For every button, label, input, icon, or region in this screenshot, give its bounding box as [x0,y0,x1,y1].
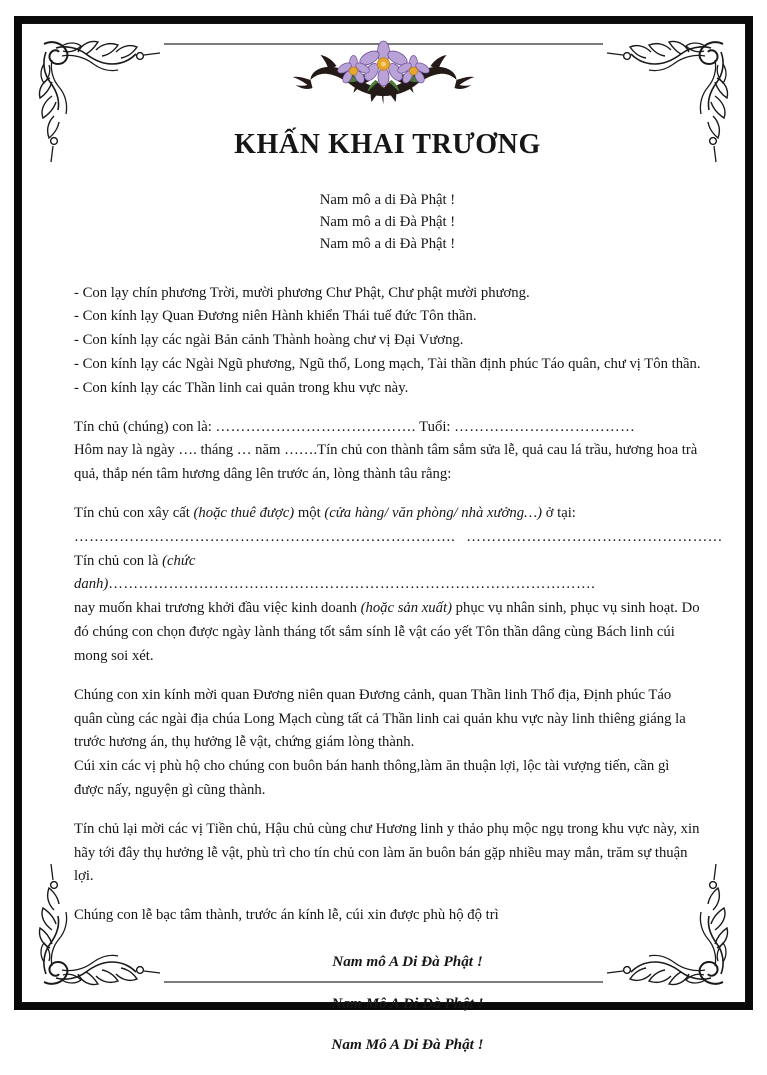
offering-date-line: Hôm nay là ngày …. tháng … năm …….Tín chủ con thành tâm sắm sửa lễ, quả cau lá trầu, hương hoa trà quả, thắp nén tâm hương dâng lên trước án, lòng thành tâu rằng: [74,442,698,483]
body-paragraph: Tín chủ lại mời các vị Tiền chủ, Hậu chủ cùng chư Hương linh y thảo phụ mộc ngụ trong khu vực này, xin hãy tới đây thụ hưởng lễ vật, phù trì cho tín chủ con làm ăn buôn bán gặp nhiều may mắn, trăm sự thuận lợi. [74,820,700,885]
invocation-line: Nam mô a di Đà Phật ! [319,236,456,253]
salutation-item: - Con kính lạy Quan Đương niên Hành khiển Thái tuế đức Tôn thần. [74,308,477,325]
premises-text-a: Tín chủ con xây cất [74,505,194,521]
devotee-name-blank[interactable]: …………………………………. [215,418,416,435]
closing-line: Nam mô A Di Đà Phật ! [332,953,483,970]
closing-line: Nam Mô A Di Đà Phật ! [331,1036,484,1054]
position-hint: (chức danh) [74,552,196,593]
premises-text-c: ở tại: [542,505,576,521]
document-body [74,122,723,1075]
spacer [74,803,701,818]
salutation-item: - Con lạy chín phương Trời, mười phương Chư Phật, Chư phật mười phương. [74,284,530,301]
body-paragraph: Chúng con xin kính mời quan Đương niên quan Đương cảnh, quan Thần linh Thổ địa, Định phúc Táo quân cùng các ngài địa chúa Long Mạch cùng tất cả Thần linh cai quản khu vực này linh thiêng giáng la trước hương án, thụ hưởng lễ vật, chứng giám lòng thành. [74,686,686,751]
body-paragraph: Chúng con lễ bạc tâm thành, trước án kính lễ, cúi xin được phù hộ độ trì [74,907,499,924]
premises-text-b: một [294,505,325,521]
salutation-item: - Con kính lạy các Thần linh cai quản trong khu vực này. [74,379,409,396]
invocation-line: Nam mô a di Đà Phật ! [319,214,456,231]
devotee-name-label: Tín chủ (chúng) con là: [74,418,212,435]
age-blank[interactable]: ……………………………… [454,418,636,435]
closing-line: Nam Mô A Di Đà Phật ! [331,994,484,1012]
premises-option-lease: (hoặc thuê được) [193,505,295,521]
page-content [24,26,743,1054]
page-title: KHẤN KHAI TRƯƠNG [234,129,541,160]
body-paragraph: Cúi xin các vị phù hộ cho chúng con buôn bán hanh thông,làm ăn thuận lợi, lộc tài vượng tiến, cần gì được nấy, nguyện gì cũng thành. [74,758,670,798]
opening-invocation [74,189,701,255]
salutation-list [74,282,701,401]
spacer [74,487,701,502]
position-label: Tín chủ con là [74,552,163,569]
closing-invocation [74,950,701,1058]
spacer [74,669,701,684]
salutation-item: - Con kính lạy các ngài Bản cảnh Thành hoàng chư vị Đại Vương. [74,332,464,349]
position-line [74,550,701,598]
paragraph-segment: nay muốn khai trương khởi đầu việc kinh doanh [74,600,361,617]
age-label: Tuổi: [419,418,451,435]
devotee-name-field-line [74,416,701,440]
spacer [74,401,701,416]
position-blank[interactable]: ……………………………………………………………………………………. [108,576,596,593]
salutation-item: - Con kính lạy các Ngài Ngũ phương, Ngũ thổ, Long mạch, Tài thần định phúc Táo quân, chư vị Tôn thần. [74,355,701,372]
body-paragraph [74,597,701,668]
invocation-line: Nam mô a di Đà Phật ! [319,192,456,209]
premises-option-type: (cửa hàng/ văn phòng/ nhà xưởng…) [324,505,543,521]
address-blank-right[interactable]: …………………………………………… [466,528,723,545]
address-blank-left[interactable]: …………………………………………………………………. [74,528,456,545]
paragraph-segment: phục vụ nhân sinh, phục vụ sinh hoạt. Do đó chúng con chọn được ngày lành tháng tốt sắm sính lễ vật cáo yết Tôn thần dâng cùng Bách linh cúi mong soi xét. [74,600,700,664]
floral-ornament-icon [276,36,491,106]
paragraph-segment-italic: (hoặc sản xuất) [360,600,452,617]
spacer [74,889,701,904]
premises-line [74,502,701,526]
address-blank-line [74,526,723,550]
